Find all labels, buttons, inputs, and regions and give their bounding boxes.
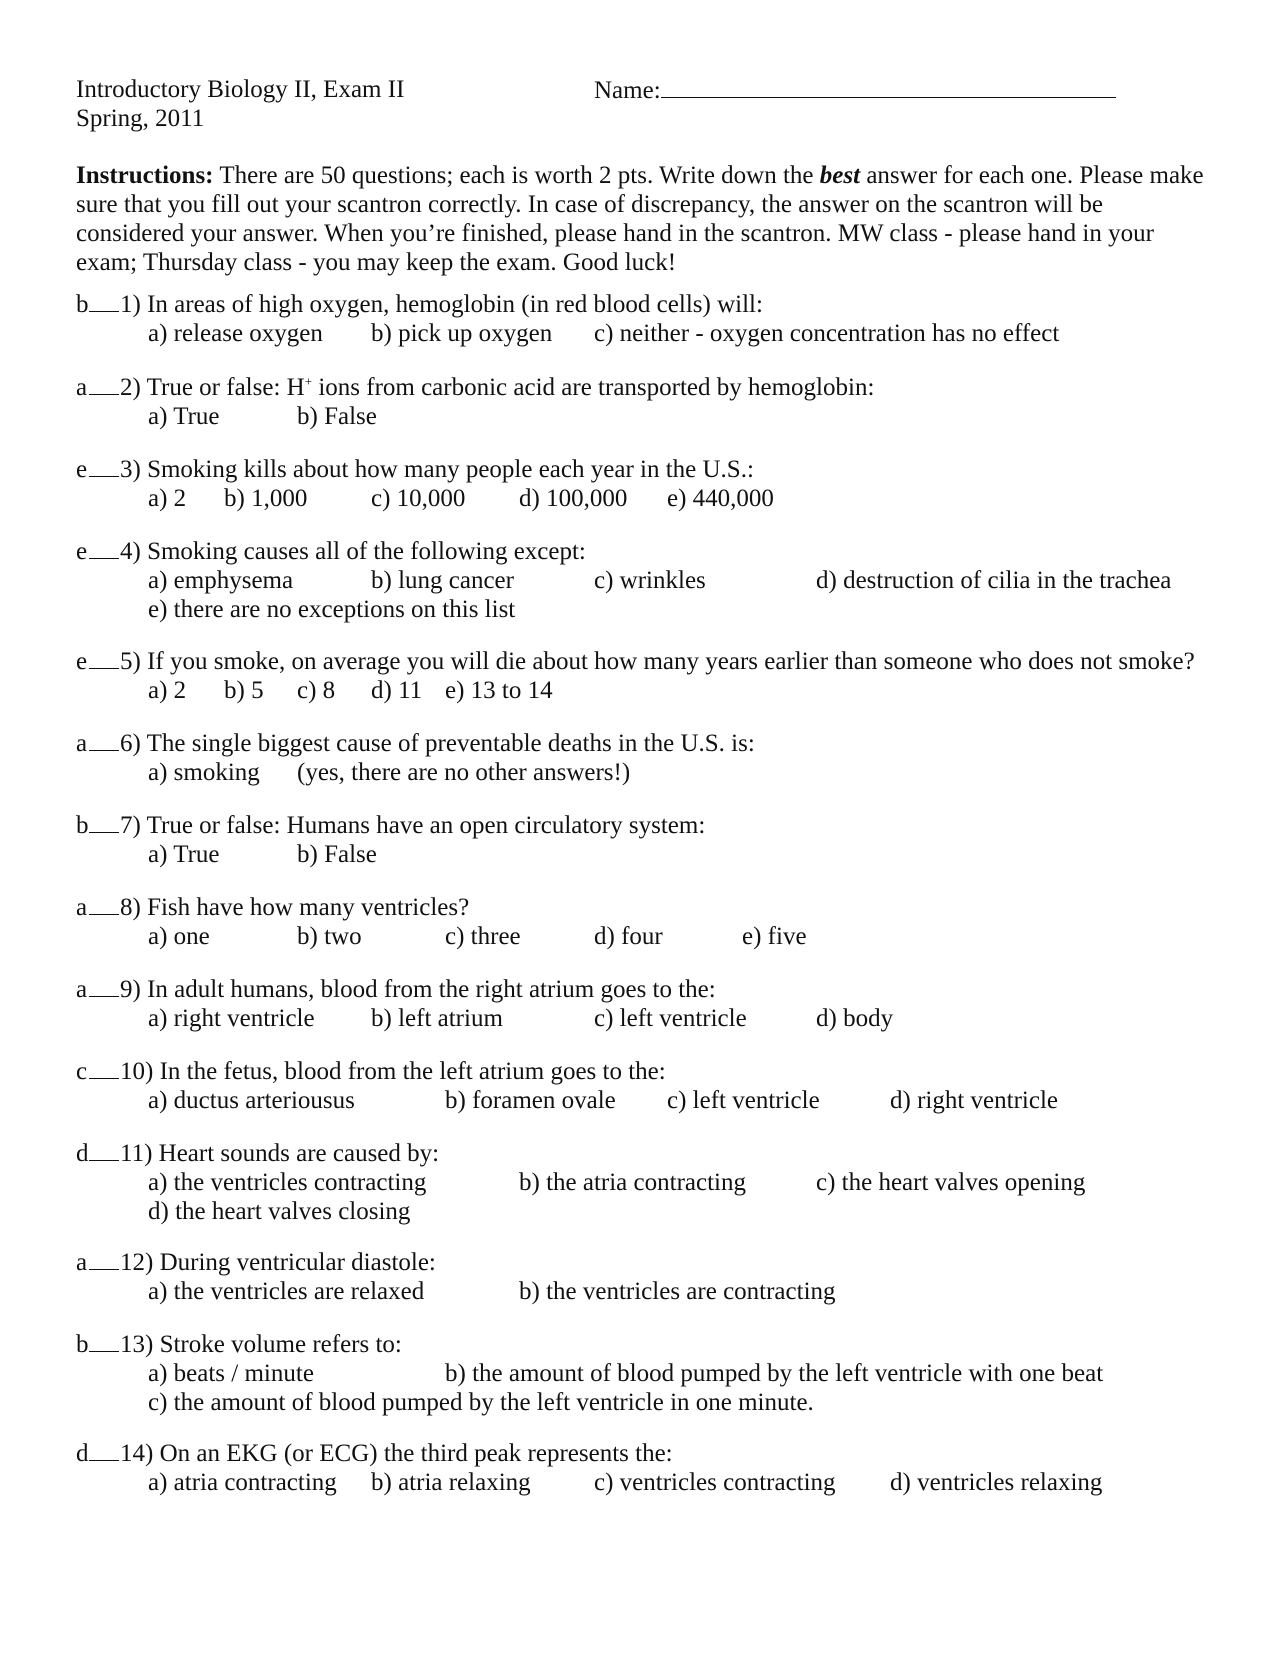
option-b: b) False	[297, 841, 377, 868]
answer-blank	[89, 1140, 119, 1161]
option-b: b) lung cancer	[371, 567, 514, 594]
question-text: 9) In adult humans, blood from the right atrium goes to the:	[120, 976, 716, 1003]
name-blank-line	[661, 75, 1116, 98]
option-a: a) 2	[148, 677, 187, 704]
option-d: d) body	[816, 1005, 894, 1032]
question-text: 11) Heart sounds are caused by:	[120, 1140, 440, 1167]
instructions-block	[76, 161, 1216, 277]
option-a: a) True	[148, 403, 220, 430]
option-d: d) destruction of cilia in the trachea	[816, 567, 1172, 594]
question-3	[76, 455, 1266, 513]
question-4	[76, 537, 1266, 624]
answer-blank	[89, 812, 119, 833]
option-b: b) two	[297, 923, 362, 950]
option-c: c) neither - oxygen concentration has no effect	[594, 320, 1060, 347]
question-1	[76, 290, 1266, 348]
answer-letter: a	[76, 374, 88, 401]
option-a: a) beats / minute	[148, 1360, 314, 1387]
answer-letter: b	[76, 1331, 89, 1358]
question-6	[76, 729, 1266, 787]
instructions-emphasis: best	[819, 162, 861, 189]
option-c: c) 8	[297, 677, 336, 704]
option-e: e) 13 to 14	[445, 677, 553, 704]
option-b: b) pick up oxygen	[371, 320, 553, 347]
question-2	[76, 373, 1266, 431]
option-a: a) the ventricles contracting	[148, 1169, 427, 1196]
option-b: b) 5	[224, 677, 264, 704]
question-text: 13) Stroke volume refers to:	[120, 1331, 402, 1358]
option-b: b) the amount of blood pumped by the left ventricle with one beat	[445, 1360, 1104, 1387]
question-text: 8) Fish have how many ventricles?	[120, 894, 470, 921]
question-8	[76, 893, 1266, 951]
question-text: 3) Smoking kills about how many people each year in the U.S.:	[120, 456, 754, 483]
question-12	[76, 1248, 1266, 1306]
answer-blank	[89, 374, 119, 395]
answer-blank	[89, 648, 119, 669]
option-e: e) 440,000	[667, 485, 774, 512]
answer-blank	[89, 1440, 119, 1461]
option-c: c) the heart valves opening	[816, 1169, 1086, 1196]
option-note: (yes, there are no other answers!)	[297, 759, 631, 786]
question-text: 1) In areas of high oxygen, hemoglobin (in red blood cells) will:	[120, 291, 763, 318]
option-b: b) the ventricles are contracting	[519, 1278, 836, 1305]
option-a: a) 2	[148, 485, 187, 512]
option-b: b) False	[297, 403, 377, 430]
question-9	[76, 975, 1266, 1033]
option-a: a) atria contracting	[148, 1469, 337, 1496]
exam-header	[76, 75, 1226, 133]
question-text: 6) The single biggest cause of preventable deaths in the U.S. is:	[120, 730, 755, 757]
question-13	[76, 1330, 1266, 1417]
option-a: a) True	[148, 841, 220, 868]
option-c: c) wrinkles	[594, 567, 706, 594]
answer-blank	[89, 538, 119, 559]
option-d: d) right ventricle	[890, 1087, 1058, 1114]
option-e: e) five	[742, 923, 807, 950]
name-field	[594, 75, 1116, 105]
answer-blank	[89, 1058, 119, 1079]
option-d: d) 11	[371, 677, 423, 704]
option-b: b) atria relaxing	[371, 1469, 531, 1496]
answer-letter: a	[76, 976, 88, 1003]
answer-letter: e	[76, 648, 88, 675]
option-c: c) the amount of blood pumped by the left ventricle in one minute.	[148, 1389, 814, 1416]
question-5	[76, 647, 1266, 705]
option-b: b) the atria contracting	[519, 1169, 746, 1196]
answer-blank	[89, 456, 119, 477]
option-b: b) left atrium	[371, 1005, 503, 1032]
answer-blank	[89, 730, 119, 751]
option-d: d) 100,000	[519, 485, 628, 512]
course-title: Introductory Biology II, Exam II	[76, 76, 405, 103]
option-a: a) right ventricle	[148, 1005, 315, 1032]
instructions-label: Instructions:	[76, 162, 214, 189]
answer-letter: d	[76, 1440, 89, 1467]
answer-blank	[89, 1331, 119, 1352]
superscript-plus: +	[304, 373, 313, 389]
question-11	[76, 1139, 1266, 1226]
question-14	[76, 1439, 1266, 1497]
option-c: c) three	[445, 923, 521, 950]
answer-letter: c	[76, 1058, 88, 1085]
option-a: a) one	[148, 923, 210, 950]
question-10	[76, 1057, 1266, 1115]
answer-letter: e	[76, 456, 88, 483]
answer-letter: e	[76, 538, 88, 565]
question-text: 10) In the fetus, blood from the left atrium goes to the:	[120, 1058, 666, 1085]
answer-letter: a	[76, 730, 88, 757]
answer-letter: b	[76, 812, 89, 839]
option-b: b) foramen ovale	[445, 1087, 616, 1114]
answer-letter: a	[76, 894, 88, 921]
option-a: a) ductus arteriousus	[148, 1087, 355, 1114]
option-c: c) 10,000	[371, 485, 466, 512]
option-c: c) ventricles contracting	[594, 1469, 836, 1496]
answer-letter: d	[76, 1140, 89, 1167]
question-text: 7) True or false: Humans have an open circulatory system:	[120, 812, 706, 839]
question-text: 14) On an EKG (or ECG) the third peak represents the:	[120, 1440, 673, 1467]
option-e: e) there are no exceptions on this list	[148, 596, 516, 623]
question-text-post: ions from carbonic acid are transported by hemoglobin:	[312, 374, 875, 401]
option-d: d) four	[594, 923, 663, 950]
option-b: b) 1,000	[224, 485, 308, 512]
question-text: 5) If you smoke, on average you will die about how many years earlier than someone who does not smoke?	[120, 648, 1195, 675]
answer-blank	[89, 976, 119, 997]
option-c: c) left ventricle	[594, 1005, 747, 1032]
exam-term: Spring, 2011	[76, 105, 205, 132]
question-text: 12) During ventricular diastole:	[120, 1249, 436, 1276]
answer-blank	[89, 291, 119, 312]
option-d: d) the heart valves closing	[148, 1198, 411, 1225]
option-d: d) ventricles relaxing	[890, 1469, 1103, 1496]
option-c: c) left ventricle	[667, 1087, 820, 1114]
option-a: a) smoking	[148, 759, 260, 786]
name-label: Name:	[594, 77, 661, 104]
answer-letter: b	[76, 291, 89, 318]
answer-blank	[89, 894, 119, 915]
option-a: a) emphysema	[148, 567, 294, 594]
option-a: a) release oxygen	[148, 320, 323, 347]
question-text: 4) Smoking causes all of the following except:	[120, 538, 586, 565]
answer-letter: a	[76, 1249, 88, 1276]
question-text-pre: 2) True or false: H	[120, 374, 305, 401]
answer-blank	[89, 1249, 119, 1270]
instructions-text-pre: There are 50 questions; each is worth 2 pts. Write down the	[213, 162, 820, 189]
instructions-text-post: answer for each one. Please make sure that you fill out your scantron correctly. In case of discrepancy, the answer on the scantron will be considered your answer. When you’re finished, please hand in the scantron. MW class - please hand in your exam; Thursday class - you may keep the exam. Good luck!	[76, 162, 1204, 276]
option-a: a) the ventricles are relaxed	[148, 1278, 425, 1305]
question-7	[76, 811, 1266, 869]
